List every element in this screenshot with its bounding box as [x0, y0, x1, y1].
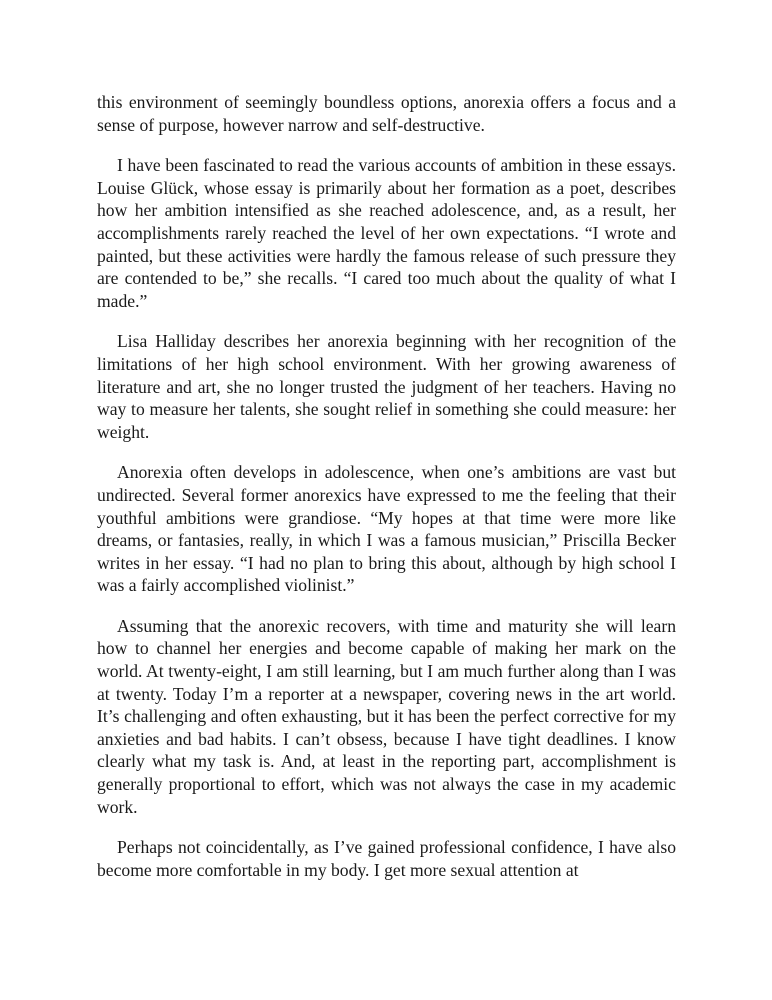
paragraph-recovery: Assuming that the anorexic recovers, with time and maturity she will learn how to channel her energies and become capable of making her mark on the world. At twenty-eight, I am still learning, but I am much further along than I was at twenty. Today I’m a reporter at a newspaper, covering news in the art world. It’s challenging and often exhausting, but it has been the perfect corrective for my anxieties and bad habits. I can’t obsess, because I have tight deadlines. I know clearly what my task is. And, at least in the reporting part, accomplishment is generally proportional to effort, which was not always the case in my academic work. [97, 615, 676, 817]
paragraph-gluck: I have been fascinated to read the various accounts of ambition in these essays. Louise Glück, whose essay is primarily about her formation as a poet, describes how her ambition intensified as she reached adolescence, and, as a result, her accomplishments rarely reached the level of her own expectations. “I wrote and painted, but these activities were hardly the famous release of such pressure they are contended to be,” she recalls. “I cared too much about the quality of what I made.” [97, 155, 676, 311]
paragraph-adolescence: Anorexia often develops in adolescence, when one’s ambitions are vast but undirected. Several former anorexics have expressed to me the feeling that their youthful ambitions were grandiose. “My hopes at that time were more like dreams, or fantasies, really, in which I was a famous musician,” Priscilla Becker writes in her essay. “I had no plan to bring this about, although by high school I was a fairly accomplished violinist.” [97, 462, 676, 596]
paragraph-confidence: Perhaps not coincidentally, as I’ve gained professional confidence, I have also become more comfortable in my body. I get more sexual attention at [97, 837, 676, 880]
paragraph-continued: this environment of seemingly boundless options, anorexia offers a focus and a sense of purpose, however narrow and self-destructive. [97, 92, 676, 135]
document-page [97, 91, 676, 899]
paragraph-halliday: Lisa Halliday describes her anorexia beginning with her recognition of the limitations of her high school environment. With her growing awareness of literature and art, she no longer trusted the judgment of her teachers. Having no way to measure her talents, she sought relief in something she could measure: her weight. [97, 331, 676, 442]
